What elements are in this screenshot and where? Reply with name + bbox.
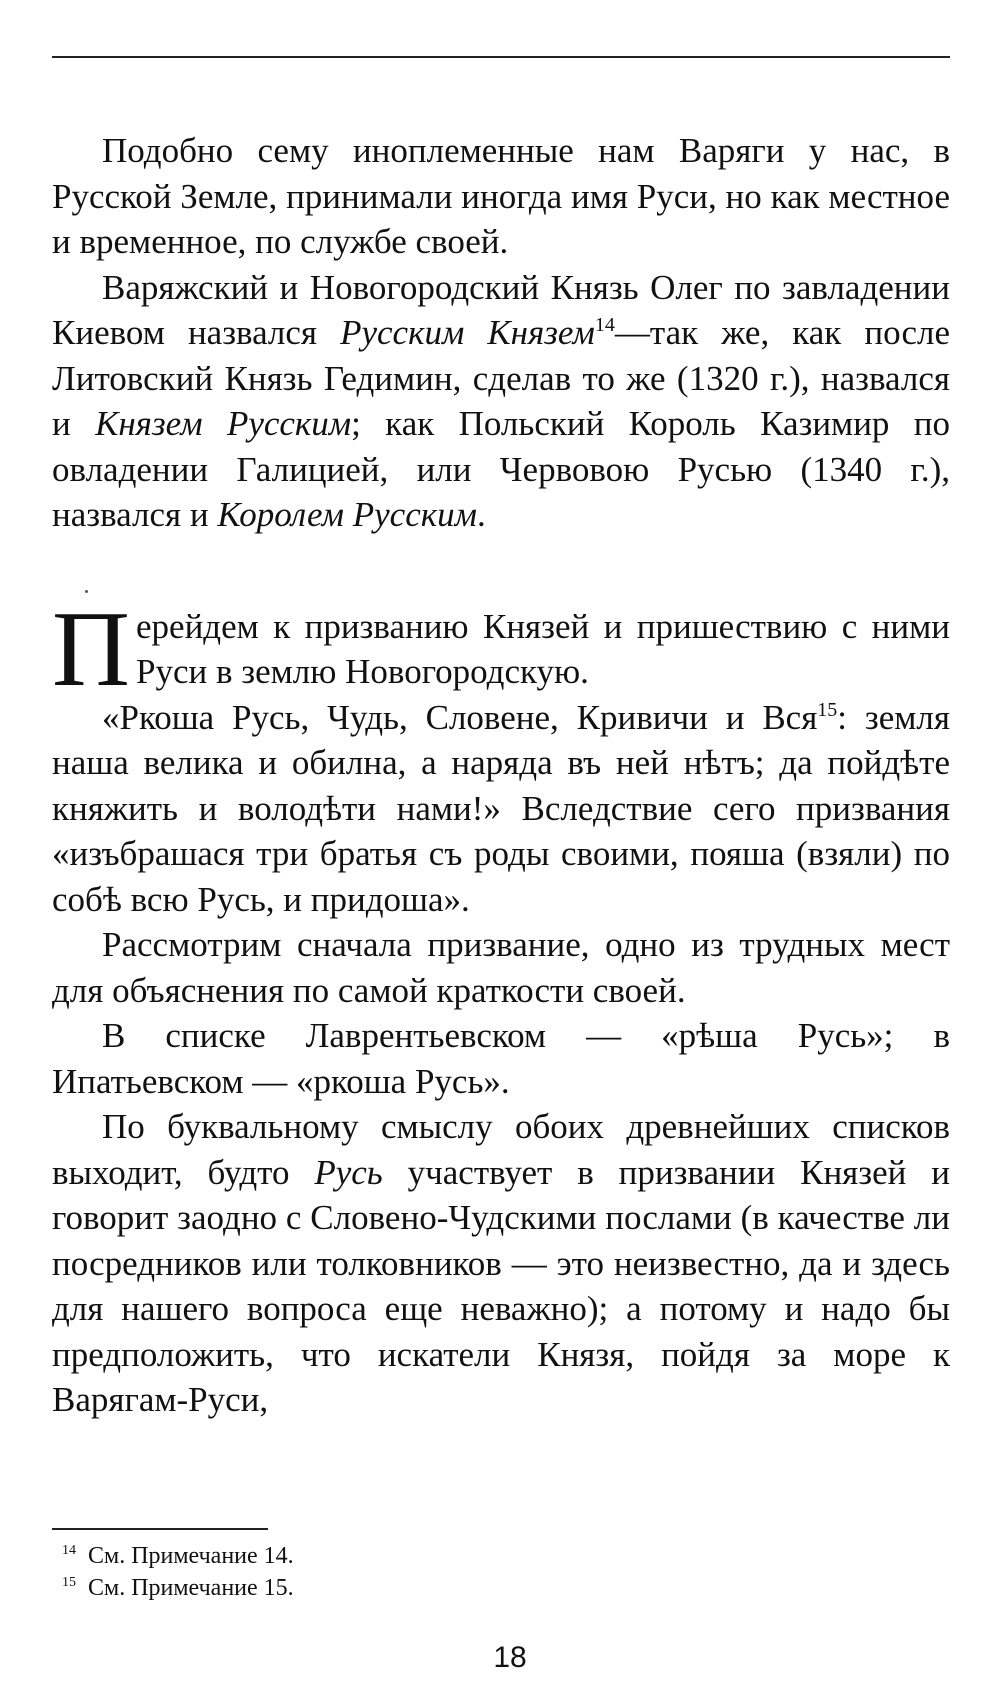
paragraph-2 (52, 265, 950, 538)
footnote-15-text: См. Примечание 15. (88, 1575, 294, 1601)
footnote-14-text: См. Примечание 14. (88, 1543, 294, 1569)
paragraph-2-text-b: —так же, как после Литовский Князь Гедимин, сделав то же (1320 г.), назвался и (52, 313, 950, 443)
footnote-ref-15[interactable]: 15 (817, 698, 838, 721)
paragraph-2-text-c: ; как Польский Король Казимир по овладении Галицией, или Червовою Русью (1340 г.), назвался и (52, 404, 950, 534)
footnotes (52, 1540, 652, 1604)
italic-korolem-russkim: Королем Русским (217, 495, 477, 534)
header-rule (52, 56, 950, 58)
footnote-rule (52, 1528, 268, 1530)
paragraph-4 (52, 695, 950, 923)
footnote-14-number: 14 (62, 1543, 76, 1558)
footnote-15-number: 15 (62, 1575, 76, 1590)
drop-cap-letter: П (52, 589, 130, 709)
paragraph-4-text-a: «Ркоша Русь, Чудь, Словене, Кривичи и Вся (102, 697, 818, 737)
paragraph-7-text-b: участвует в призвании Князей и говорит заодно с Словено-Чудскими послами (в качестве ли посредников или толковников — это неизвестно, да и здесь для нашего вопроса еще неважно); а потому и надо бы предположить, что искатели Князя, пойдя за море к Варягам-Руси, (52, 1152, 950, 1419)
italic-rus: Русь (314, 1152, 383, 1192)
footnote-15 (52, 1572, 652, 1604)
paragraph-3 (52, 589, 950, 709)
paragraph-7-text-a: По буквальному смыслу обоих древнейших списков выходит, будто (52, 1107, 950, 1192)
paragraph-3-text: ерейдем к призванию Князей и пришествию с ними Руси в землю Новогородскую. (136, 606, 950, 691)
paragraph-5: Рассмотрим сначала призвание, одно из трудных мест для объяснения по самой краткости своей. (52, 925, 950, 1010)
footnote-ref-14[interactable]: 14 (594, 314, 615, 336)
paragraph-2-text-d: . (476, 495, 486, 534)
footnote-14 (52, 1540, 652, 1572)
paragraph-7 (52, 1104, 950, 1423)
page-number: 18 (493, 1641, 527, 1674)
paragraph-4-text-b: : земля наша велика и обилна, а наряда въ ней нѣтъ; да пойдѣте княжить и володѣти нами!» Вследствие сего призвания «изъбрашася три братья съ роды своими, пояша (взяли) по собѣ всю Русь, и придоша». (52, 697, 950, 919)
page-body (52, 128, 950, 1423)
paragraph-6: В списке Лаврентьевском — «рѣша Русь»; в Ипатьевском — «ркоша Русь». (52, 1016, 950, 1101)
italic-russkim-knyazem: Русским Князем (340, 313, 595, 352)
paragraph-2-text-a: Варяжский и Новогородский Князь Олег по завладении Киевом назвался (52, 267, 950, 352)
italic-knyazem-russkim: Князем Русским (95, 404, 352, 443)
paragraph-1: Подобно сему иноплеменные нам Варяги у нас, в Русской Земле, принимали иногда имя Руси, но как местное и временное, по службе своей. (52, 131, 950, 261)
